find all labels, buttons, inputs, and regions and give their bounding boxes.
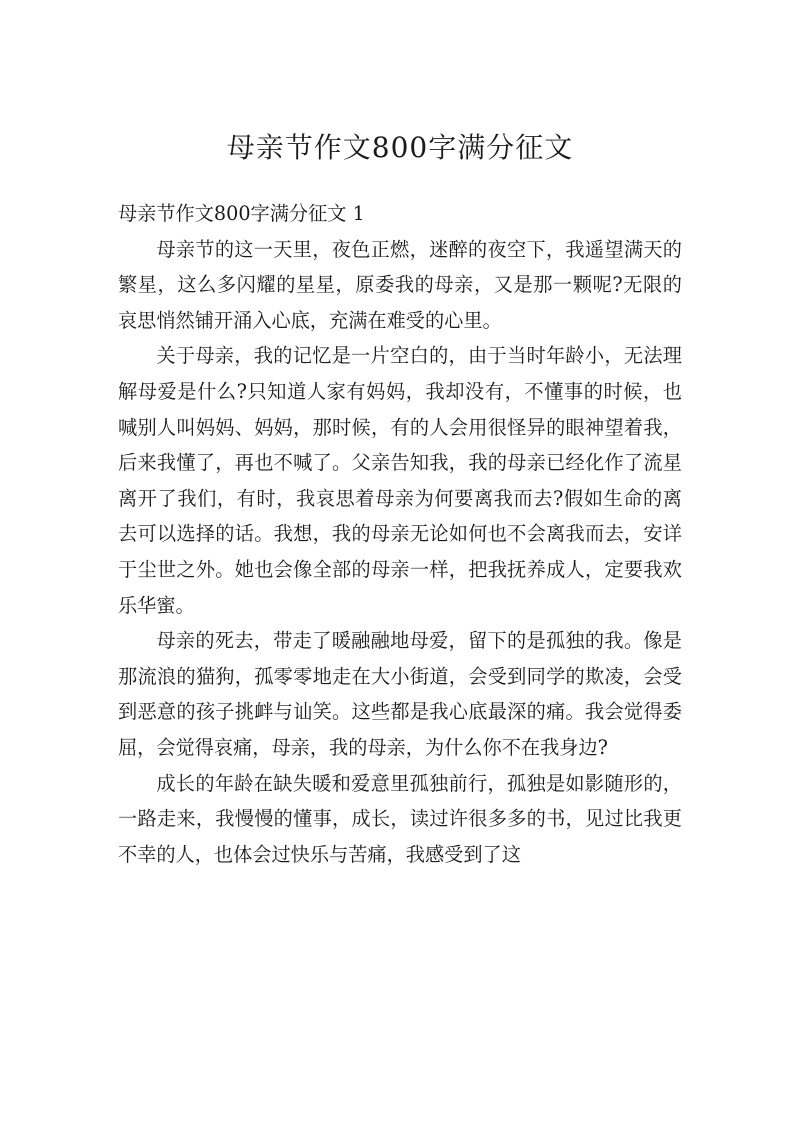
document-title: 母亲节作文800字满分征文 (226, 131, 574, 164)
paragraph-4: 成长的年龄在缺失暖和爱意里孤独前行，孤独是如影随形的，一路走来，我慢慢的懂事，成长，读过许很多多的书，见过比我更不幸的人，也体会过快乐与苦痛，我感受到了这 (118, 771, 682, 866)
document-body (118, 196, 682, 872)
paragraph-2: 关于母亲，我的记忆是一片空白的，由于当时年龄小，无法理解母爱是什么?只知道人家有妈妈，我却没有，不懂事的时候，也喊别人叫妈妈、妈妈，那时候，有的人会用很怪异的眼神望着我，后来我懂了，再也不喊了。父亲告知我，我的母亲已经化作了流星离开了我们，有时，我哀思着母亲为何要离我而去?假如生命的离去可以选择的话。我想，我的母亲无论如何也不会离我而去，安详于尘世之外。她也会像全部的母亲一样，把我抚养成人，定要我欢乐华蜜。 (118, 344, 682, 617)
section-heading: 母亲节作文800字满分征文 1 (118, 202, 365, 225)
paragraph-3: 母亲的死去，带走了暖融融地母爱，留下的是孤独的我。像是那流浪的猫狗，孤零零地走在大小街道，会受到同学的欺凌，会受到恶意的孩子挑衅与讪笑。这些都是我心底最深的痛。我会觉得委屈，会觉得哀痛，母亲，我的母亲，为什么你不在我身边? (118, 629, 682, 759)
paragraph-1: 母亲节的这一天里，夜色正燃，迷醉的夜空下，我遥望满天的繁星，这么多闪耀的星星，原委我的母亲，又是那一颗呢?无限的哀思悄然铺开涌入心底，充满在难受的心里。 (118, 237, 682, 332)
